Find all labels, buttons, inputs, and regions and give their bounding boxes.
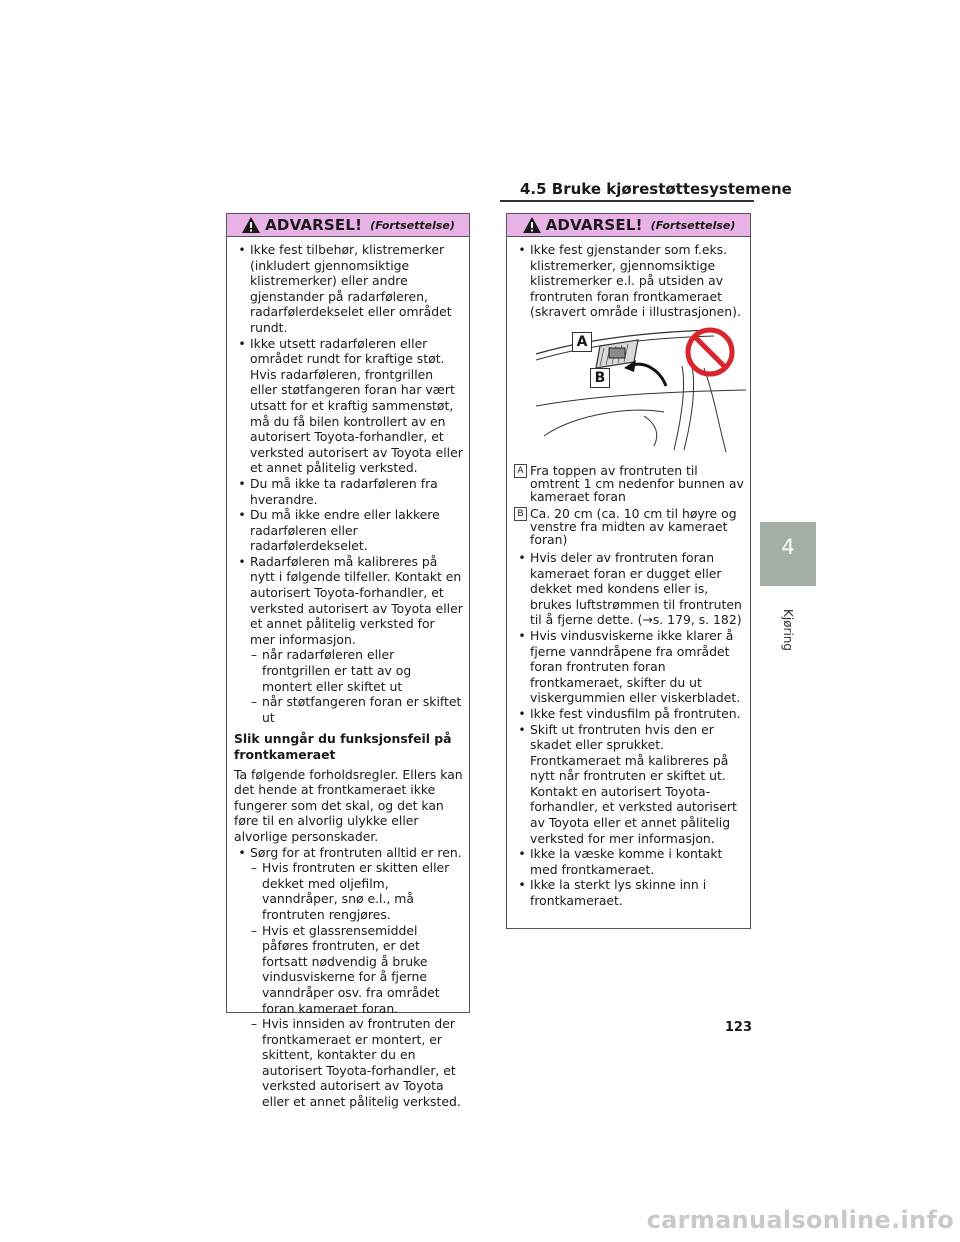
- list-item: • Sørg for at frontruten alltid er ren.: [238, 844, 462, 860]
- illustration-label-b: B: [590, 368, 610, 388]
- sub-list-item: – Hvis et glassrensemiddel påføres frontruten, er det fortsatt nødvendig å bruke vindusviskerne for å fjerne vanndråper osv. fra området foran kameraet foran.: [250, 922, 440, 1016]
- windshield-drawing: [514, 326, 746, 454]
- list-item: • Ikke fest tilbehør, klistremerker (inkludert gjennomsiktige klistremerker) eller andre gjenstander på radarføleren, radarfølerdekselet eller området rundt.: [238, 242, 452, 335]
- sub-list-item: – når radarføleren eller frontgrillen er tatt av og montert eller skiftet ut: [250, 647, 412, 694]
- warning-header: [507, 214, 750, 237]
- windshield-camera-illustration: [514, 326, 744, 454]
- warning-title: ADVARSEL!: [545, 216, 643, 234]
- sub-list-item: – Hvis frontruten er skitten eller dekket med oljefilm, vanndråper, snø e.l., må frontruten rengjøres.: [250, 860, 450, 922]
- warning-box-left: [226, 213, 470, 1110]
- legend-text: Fra toppen av frontruten til omtrent 1 cm nedenfor bunnen av kameraet foran: [530, 462, 744, 504]
- chapter-label: Kjøring: [781, 608, 795, 652]
- list-item: • Du må ikke endre eller lakkere radarføleren eller radarfølerdekselet.: [238, 507, 440, 554]
- legend-text: Ca. 20 cm (ca. 10 cm til høyre og venstre fra midten av kameraet foran): [530, 505, 737, 547]
- legend-mark: A: [514, 464, 527, 478]
- list-item: • Ikke utsett radarføleren eller området rundt for kraftige støt. Hvis radarføleren, frontgrillen eller støtfangeren foran har vært utsatt for et kraftig sammenstøt, må du få bilen kontrollert av en autorisert Toyota-forhandler, et verksted autorisert av Toyota eller et annet pålitelig verksted.: [238, 335, 463, 476]
- warning-subtitle: (Fortsettelse): [650, 218, 736, 232]
- list-item: • Ikke la væske komme i kontakt med frontkameraet.: [518, 846, 723, 877]
- legend-item-a: [514, 464, 744, 503]
- page-number: 123: [724, 1020, 752, 1035]
- chapter-number: 4: [781, 535, 795, 559]
- warning-box-right: [506, 213, 751, 929]
- warning-title: ADVARSEL!: [265, 216, 363, 234]
- warning-subtitle: (Fortsettelse): [370, 218, 455, 232]
- watermark: carmanualsonline.info: [646, 1206, 954, 1234]
- list-item: • Hvis deler av frontruten foran kameraet foran er dugget eller dekket med kondens eller is, brukes luftstrømmen til frontruten til å fjerne dette. (→s. 179, s. 182): [518, 549, 742, 628]
- warning-body: [227, 237, 469, 1116]
- list-item: • Ikke fest gjenstander som f.eks. klistremerker, gjennomsiktige klistremerker e.l. på utsiden av frontruten foran frontkameraet (skravert område i illustrasjonen).: [518, 242, 741, 320]
- legend-item-b: [514, 507, 744, 546]
- sub-list-item: – når støtfangeren foran er skiftet ut: [250, 694, 462, 725]
- list-item: • Hvis vindusviskerne ikke klarer å fjerne vanndråpene fra området foran frontruten foran frontkameraet, skifter du ut viskergummien eller viskerbladet.: [518, 627, 741, 706]
- subsection-heading: Slik unngår du funksjonsfeil på frontkameraet: [234, 731, 452, 762]
- warning-header: [227, 214, 469, 237]
- warning-triangle-icon: [241, 216, 261, 234]
- illustration-label-a: A: [572, 332, 592, 352]
- legend-mark: B: [514, 507, 527, 521]
- list-item: • Du må ikke ta radarføleren fra hverandre.: [238, 475, 438, 507]
- chapter-tab[interactable]: [760, 522, 816, 586]
- list-item: • Ikke fest vindusfilm på frontruten.: [518, 705, 741, 721]
- warning-body: [507, 237, 750, 915]
- section-rule: [500, 200, 754, 202]
- sub-list-item: – Hvis innsiden av frontruten der frontkameraet er montert, er skittent, kontakter du en autorisert Toyota-forhandler, et verksted autorisert av Toyota eller et annet pålitelig verksted.: [250, 1016, 461, 1110]
- list-item: • Skift ut frontruten hvis den er skadet eller sprukket. Frontkameraet må kalibreres på nytt når frontruten er skiftet ut. Kontakt en autorisert Toyota-forhandler, et verksted autorisert av Toyota eller et annet pålitelig verksted for mer informasjon.: [518, 721, 737, 846]
- paragraph: Ta følgende forholdsregler. Ellers kan det hende at frontkameraet ikke fungerer som det skal, og det kan føre til en alvorlig ulykke eller alvorlige personskader.: [234, 766, 463, 844]
- section-title: 4.5 Bruke kjørestøttesystemene: [520, 180, 792, 198]
- list-item: • Radarføleren må kalibreres på nytt i følgende tilfeller. Kontakt en autorisert Toyota-forhandler, et verksted autorisert av Toyota eller et annet pålitelig verksted for mer informasjon.: [238, 553, 463, 647]
- warning-triangle-icon: [522, 216, 542, 234]
- list-item: • Ikke la sterkt lys skinne inn i frontkameraet.: [518, 877, 707, 909]
